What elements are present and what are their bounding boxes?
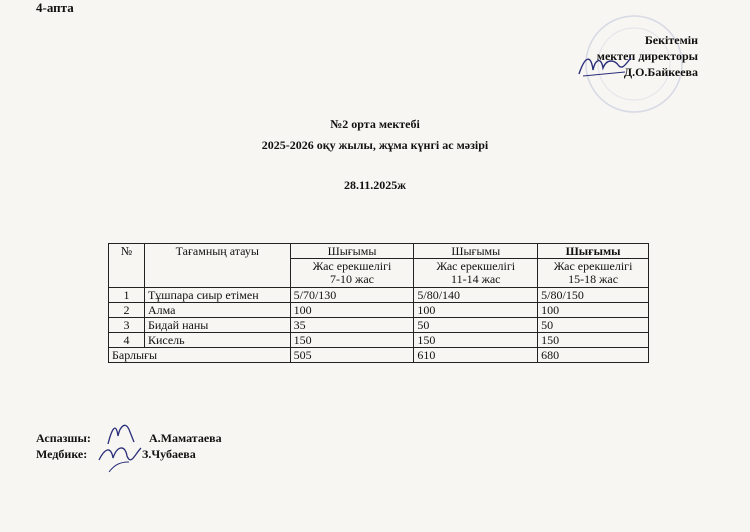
- table-row: [109, 333, 649, 348]
- row-value-3: 150: [538, 333, 649, 348]
- row-num: 3: [109, 318, 145, 333]
- row-value-1: 5/70/130: [290, 288, 414, 303]
- cook-name: А.Маматаева: [149, 431, 222, 445]
- menu-subtitle: 2025-2026 оқу жылы, жұма күнгі ас мәзірі: [261, 138, 489, 152]
- week-label: 4-апта: [36, 0, 74, 15]
- row-value-2: 5/80/140: [414, 288, 538, 303]
- row-value-2: 50: [414, 318, 538, 333]
- row-value-3: 100: [538, 303, 649, 318]
- row-value-2: 150: [414, 333, 538, 348]
- row-value-1: 35: [290, 318, 414, 333]
- row-value-1: 100: [290, 303, 414, 318]
- total-value-3: 680: [538, 348, 649, 363]
- table-row: [109, 318, 649, 333]
- table-row: [109, 303, 649, 318]
- age-group-1: Жас ерекшелігі 7-10 жас: [290, 259, 414, 288]
- total-label: Барлығы: [109, 348, 291, 363]
- nurse-label: Медбике:: [36, 447, 88, 461]
- school-title: №2 орта мектебі: [330, 117, 420, 131]
- director-signature-icon: [575, 50, 635, 80]
- header-num: №: [109, 244, 145, 288]
- table-row: [109, 288, 649, 303]
- row-value-3: 5/80/150: [538, 288, 649, 303]
- header-output-1: Шығымы: [290, 244, 414, 259]
- table-total-row: [109, 348, 649, 363]
- total-value-2: 610: [414, 348, 538, 363]
- header-output-2: Шығымы: [414, 244, 538, 259]
- cook-label: Аспазшы:: [36, 431, 91, 445]
- row-value-2: 100: [414, 303, 538, 318]
- total-value-1: 505: [290, 348, 414, 363]
- row-value-1: 150: [290, 333, 414, 348]
- approval-title: Бекітемін: [644, 33, 698, 47]
- row-num: 1: [109, 288, 145, 303]
- header-name: Тағамның атауы: [144, 244, 290, 288]
- nurse-signature-icon: [95, 440, 145, 476]
- row-name: Бидай наны: [144, 318, 290, 333]
- age-group-2: Жас ерекшелігі 11-14 жас: [414, 259, 538, 288]
- menu-date: 28.11.2025ж: [343, 178, 407, 192]
- approval-role: мектеп директоры: [596, 49, 698, 63]
- row-name: Алма: [144, 303, 290, 318]
- menu-table: [108, 243, 649, 363]
- row-name: Кисель: [144, 333, 290, 348]
- row-value-3: 50: [538, 318, 649, 333]
- approval-name: Д.О.Байкеева: [623, 65, 698, 79]
- nurse-name: З.Чубаева: [142, 447, 196, 461]
- row-num: 4: [109, 333, 145, 348]
- age-group-3: Жас ерекшелігі 15-18 жас: [538, 259, 649, 288]
- table-header-row: [109, 244, 649, 259]
- row-num: 2: [109, 303, 145, 318]
- header-output-3: Шығымы: [538, 244, 649, 259]
- row-name: Тұшпара сиыр етімен: [144, 288, 290, 303]
